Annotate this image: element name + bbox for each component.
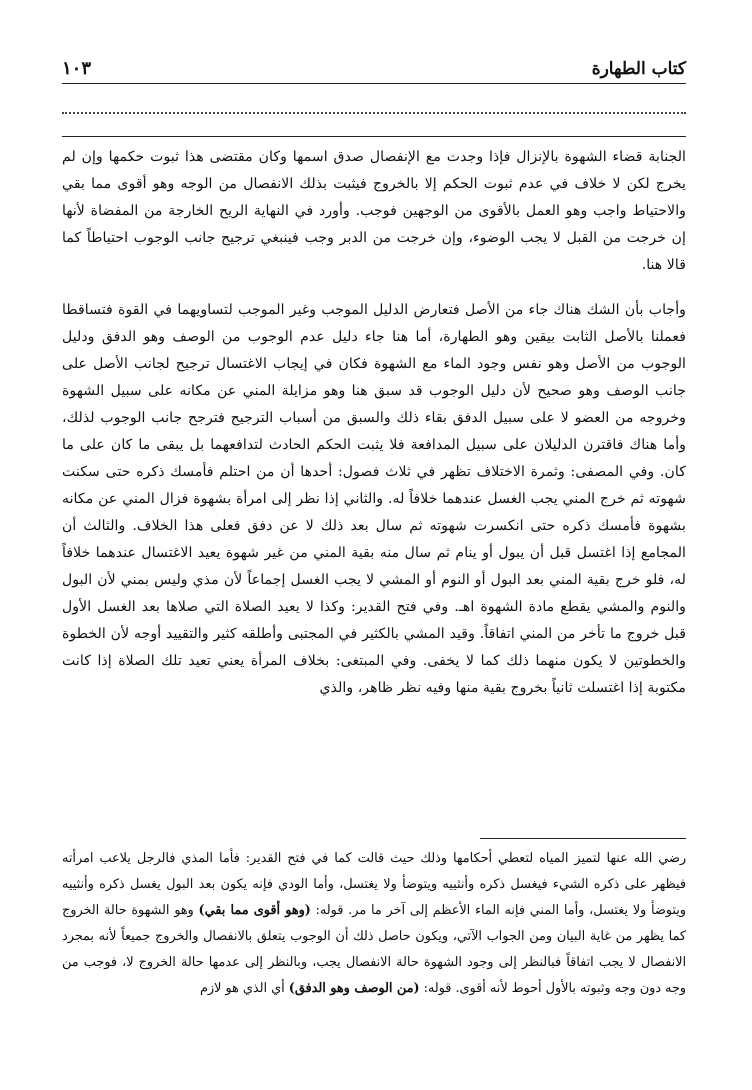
main-paragraph: الجنابة قضاء الشهوة بالإنزال فإذا وجدت مع الإنفصال صدق اسمها وكان مقتضى هذا ثبوت حكمها وإن لم يخرج لكن لا خلاف في عدم ثبوت الحكم إلا بالخروج فيثبت بذلك الانفصال من الوجه وهو أقوى مما بقي والاحتياط واجب وهو العمل بالأقوى من الوجهين فوجب. وأورد في النهاية الريح الخارجة من المفضاة لأنها إن خرجت من القبل لا يجب الوضوء، وإن خرجت من الدبر وجب فينبغي ترجيح جانب الوجوب احتياطاً كما قالا هنا. <box>62 149 686 273</box>
page-header <box>62 58 686 84</box>
footnote-text: أي الذي هو لازم <box>199 981 285 996</box>
footnote-rule <box>480 838 686 839</box>
main-text <box>62 144 686 826</box>
dotted-separator <box>62 100 686 114</box>
header-rule <box>62 83 686 84</box>
footnote-quote: (وهو أقوى مما بقي) <box>198 903 311 918</box>
footnotes <box>62 846 686 1086</box>
chapter-title: كتاب الطهارة <box>591 59 686 79</box>
footnote-text: وهو الشهوة حالة الخروج كما يظهر من غاية البيان ومن الجواب الآتي، ويكون حاصل ذلك أن الوجوب يتعلق بالانفصال والخروج جميعاً لأنه بمجرد الانفصال لا يجب اتفاقاً فبالنظر إلى وجود الشهوة حالة الانفصال يجب، وبالنظر إلى عدمها حالة الخروج لا، فوجب من وجه دون وجه وثبوته بالأول أحوط لأنه أقوى. قوله: <box>62 903 686 996</box>
main-paragraph: وأجاب بأن الشك هناك جاء من الأصل فتعارض الدليل الموجب وغير الموجب لتساويهما في القوة فتساقطا فعملنا بالأصل الثابت بيقين وهو الطهارة، أما هنا جاء دليل عدم الوجوب من الوصف وهو الدفق ودليل الوجوب من الأصل وهو نفس وجود الماء مع الشهوة فكان في إيجاب الاغتسال ترجيح لجانب الأصل على جانب الوصف وهو صحيح لأن دليل الوجوب قد سبق هنا وهو مزايلة المني عن مكانه على سبيل الشهوة وخروجه من العضو لا على سبيل الدفق بقاء ذلك والسبق من أسباب الترجيح فترجح جانب الوجوب لذلك، وأما هناك فاقترن الدليلان على سبيل المدافعة فلا يثبت الحكم الحادث لتدافعهما بل يبقى ما كان على ما كان. وفي المصفى: وثمرة الاختلاف تظهر في ثلاث فصول: أحدها أن من احتلم فأمسك ذكره حتى سكنت شهوته ثم خرج المني يجب الغسل عندهما خلافاً له. والثاني إذا نظر إلى امرأة بشهوة فزال المني عن مكانه بشهوة فأمسك ذكره حتى انكسرت شهوته ثم سال بعد ذلك لا عن دفق فعلى هذا الخلاف. والثالث أن المجامع إذا اغتسل قبل أن يبول أو ينام ثم سال منه بقية المني من غير شهوة يعيد الاغتسال عندهما خلافاً له، فلو خرج بقية المني بعد البول أو النوم أو المشي لا يجب الغسل إجماعاً لأن مذي وليس بمني لأن البول والنوم والمشي يقطع مادة الشهوة اهـ. وفي فتح القدير: وكذا لا يعيد الصلاة التي صلاها بعد الغسل الأول قبل خروج ما تأخر من المني اتفاقاً. وقيد المشي بالكثير في المجتبى وأطلقه كثير والتقييد أوجه لأن الخطوة والخطوتين لا يكون منهما ذلك كما لا يخفى. وفي المبتغى: بخلاف المرأة يعني تعيد تلك الصلاة إذا كانت مكتوبة إذا اغتسلت ثانياً بخروج بقية منها وفيه نظر ظاهر، والذي <box>62 302 686 696</box>
page-number: ١٠٣ <box>62 58 92 79</box>
section-rule <box>62 136 686 137</box>
footnote-text: رضي الله عنها لتميز المياه لتعطي أحكامها وذلك حيث قالت كما في فتح القدير: فأما المذي فالرجل يلاعب امرأته فيظهر على ذكره الشيء فيغسل ذكره وأنثييه ويتوضأ ولا يغتسل، وأما الودي فإنه يكون بعد البول يغسل ذكره وأنثييه ويتوضأ ولا يغتسل، وأما المني فإنه الماء الأعظم إلى آخر ما مر. قوله: <box>62 851 686 918</box>
footnote-paragraph <box>62 846 686 1002</box>
footnote-quote: (من الوصف وهو الدفق) <box>288 981 420 996</box>
